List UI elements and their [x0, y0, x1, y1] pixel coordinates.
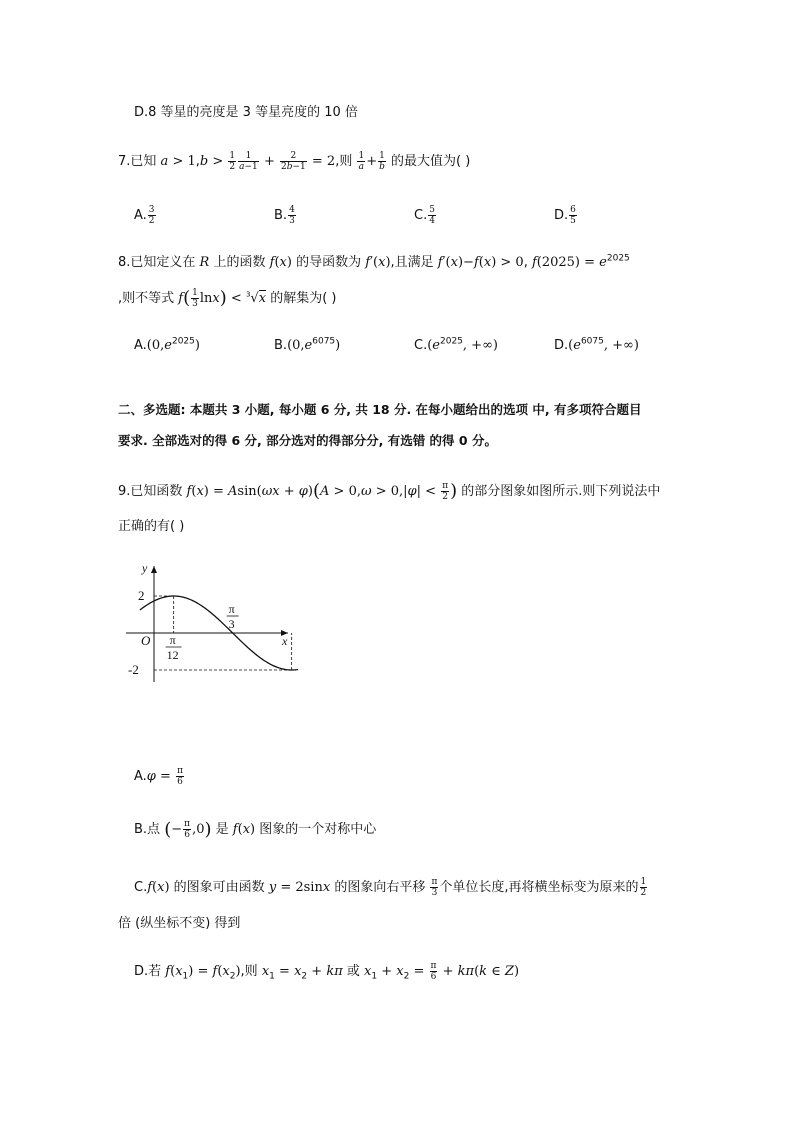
y-tick-minus-2: -2	[128, 662, 139, 677]
tick-pi3-numerator: π	[228, 602, 235, 616]
q7-suffix: 的最大值为( )	[391, 154, 471, 169]
section2-heading-line2: 要求. 全部选对的得 6 分, 部分选对的得部分分, 有选错 的得 0 分。	[118, 433, 497, 448]
y-tick-2: 2	[138, 588, 145, 603]
q6-option-d: D.8 等星的亮度是 3 等星亮度的 10 倍	[134, 105, 358, 120]
q9-function-graph	[118, 560, 298, 690]
q9-option-a: A.φ = $\frac{\pi}{6}$	[134, 766, 183, 787]
q9-stem-line1: 9.已知函数 f(x) = Asin(ωx + φ)(A > 0,ω > 0,|φ| < $\frac{\pi}{2}$ ) 的部分图象如图所示.则下列说法中	[118, 480, 661, 502]
q9-option-c-line2: 倍 (纵坐标不变) 得到	[118, 916, 241, 931]
q7-prefix: 7.已知	[118, 154, 157, 169]
q7-mid: ,则	[335, 154, 353, 169]
q8-stem-line1: 8.已知定义在 R 上的函数 f(x) 的导函数为 f′(x),且满足 f′(x)−f(x) > 0, $f(2025) = e^{2025}$	[118, 253, 630, 270]
q7-option-c: C. $\frac{5}{4}$	[414, 205, 435, 226]
q9-option-c-line1: C.f(x) 的图象可由函数 y = 2sinx 的图象向右平移 $\frac{\pi}{3}$ 个单位长度,再将横坐标变为原来的 $\frac{1}{2}$	[134, 877, 647, 898]
q7-option-b: B. $\frac{4}{3}$	[274, 205, 295, 226]
q9-stem-line2: 正确的有( )	[118, 519, 185, 534]
y-axis-label: y	[142, 561, 148, 575]
q9-option-d: D.若 $f(x_1) = f(x_2)$,则 $x_1 = x_2 + k\pi$ 或 $x_1 + x_2$ = $\frac{\pi}{6}$ + kπ(k ∈ Z)	[134, 961, 520, 982]
q8-option-a: $A.(0,e^{2025})$	[134, 336, 200, 353]
y-axis-arrow	[151, 566, 157, 573]
q9-option-b: B.点 (− $\frac{\pi}{6}$ ,0) 是 f(x) 图象的一个对称中心	[134, 819, 377, 840]
origin-label: O	[141, 633, 151, 648]
q8-option-d: $D.(e^{6075}$, +∞)	[554, 336, 639, 353]
q7-option-d: D. $\frac{6}{5}$	[554, 205, 576, 226]
q7-stem: 7.已知 a > 1,b > $\frac{1}{2}$ $\frac{1}{a-1}$ + $\frac{2}{2b-1}$ = 2,则 $\frac{1}{a}$ + $\frac{1}{b}$ 的最大值为( )	[118, 151, 471, 172]
tick-pi12-numerator: π	[169, 633, 176, 647]
q8-stem-line2: ,则不等式 f( $\frac{1}{3}$ lnx) < $^3$√x 的解集为( )	[118, 287, 337, 309]
q8-option-c: $C.(e^{2025}$, +∞)	[414, 336, 498, 353]
q8-option-b: $B.(0,e^{6075})$	[274, 336, 341, 353]
q7-option-a: A. $\frac{3}{2}$	[134, 205, 155, 226]
tick-pi3-denominator: 3	[228, 617, 235, 631]
section2-heading-line1: 二、多选题: 本题共 3 小题, 每小题 6 分, 共 18 分. 在每小题给出的选项 中, 有多项符合题目	[118, 402, 642, 417]
x-axis-label: x	[282, 634, 288, 648]
tick-pi12-denominator: 12	[166, 648, 179, 662]
